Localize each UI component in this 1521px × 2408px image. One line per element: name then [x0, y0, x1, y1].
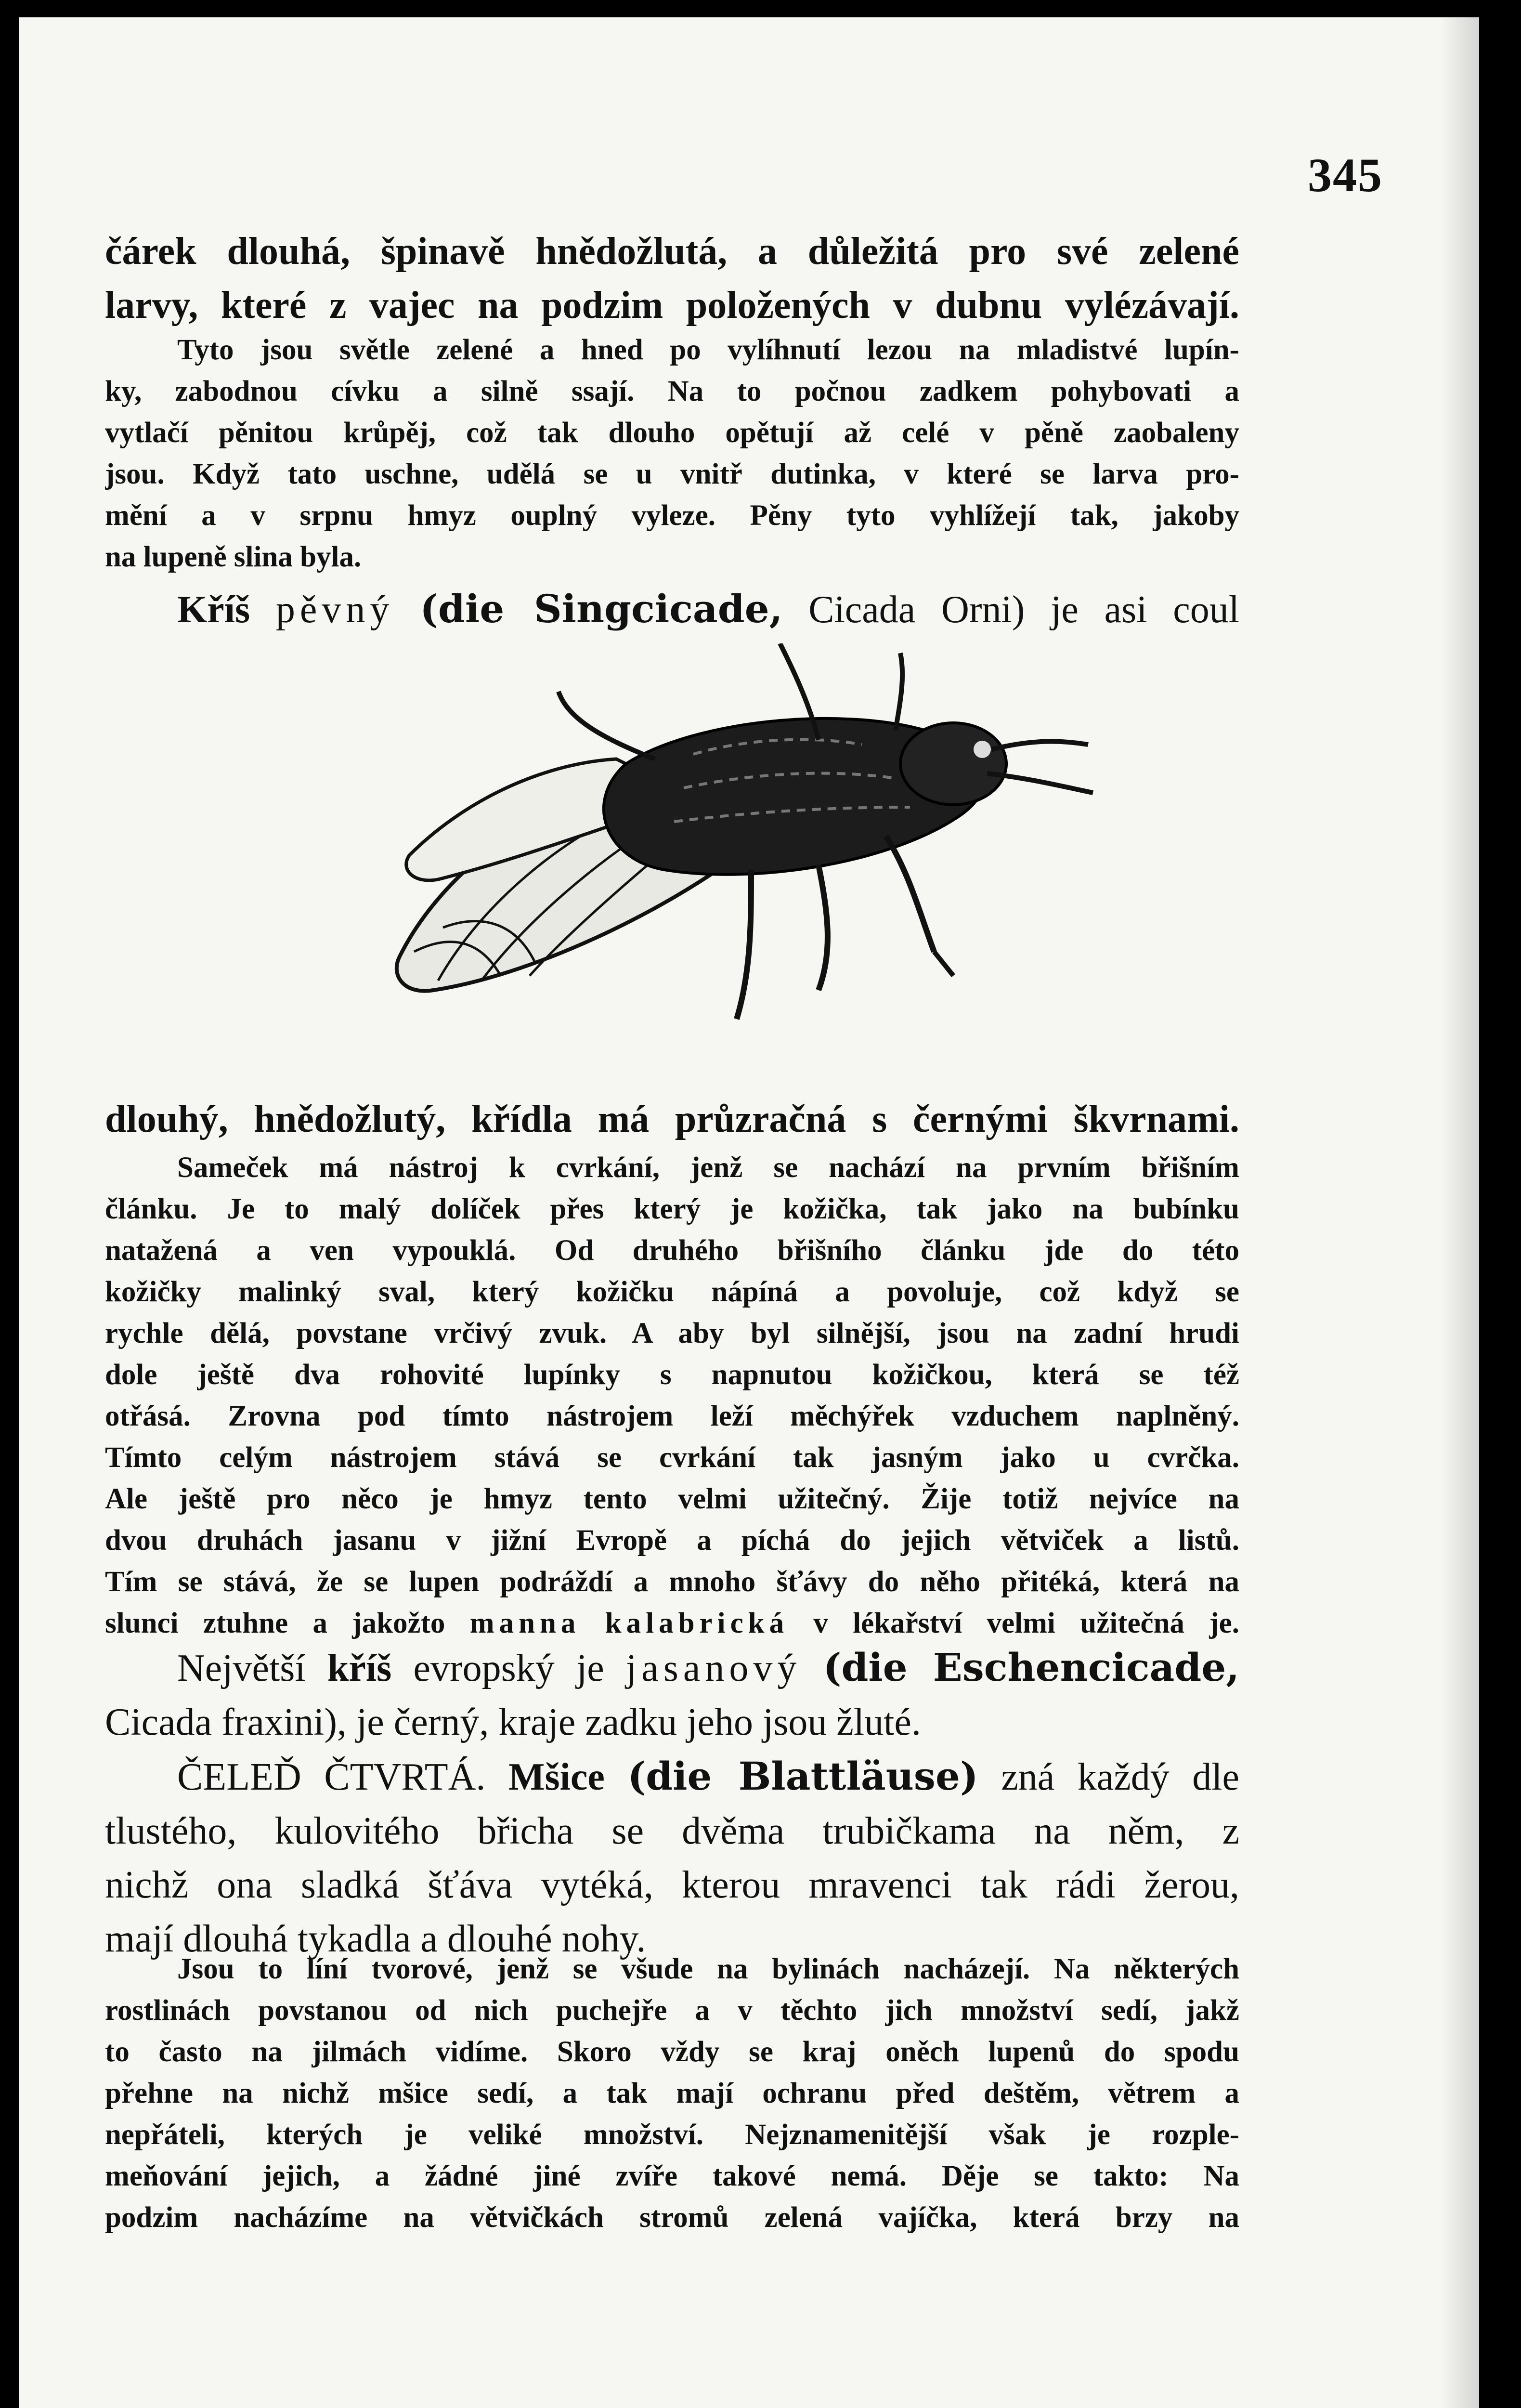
text-line: Ale ještě pro něco je hmyz tento velmi užitečný. Žije totiž nejvíce na [105, 1483, 1239, 1515]
text-line [105, 1640, 1239, 1695]
kalabricka-term: kalabrická [605, 1607, 789, 1639]
species-name-spaced: pěvný [275, 589, 394, 631]
text-segment: v lékařství velmi užitečná je. [813, 1607, 1239, 1639]
text-line: otřásá. Zrovna pod tímto nástrojem leží měchýřek vzduchem naplněný. [105, 1400, 1239, 1432]
text-line: Jsou to líní tvorové, jenž se všude na bylinách nacházejí. Na některých [177, 1953, 1239, 1985]
text-line [105, 1603, 1239, 1644]
paragraph-largest-cicada [105, 1640, 1239, 1749]
species-term: Kříš [177, 589, 250, 631]
heading-line [105, 582, 1239, 637]
section-heading: ČELEĎ ČTVRTÁ. [177, 1756, 486, 1798]
species-name-spaced: jasanový [625, 1647, 802, 1689]
text-line: nepřáteli, kterých je veliké množství. Nejznamenitější však je rozple- [105, 2119, 1239, 2151]
german-name: (die Blattläuse) [627, 1754, 978, 1799]
manna-term: manna [469, 1607, 581, 1639]
paragraph-description [105, 1092, 1239, 1146]
text-line: mění a v srpnu hmyz ouplný vyleze. Pěny tyto vyhlížejí tak, jakoby [105, 499, 1239, 532]
text-line: jsou. Když tato uschne, udělá se u vnitř dutinka, v které se larva pro- [105, 458, 1239, 490]
text-segment: Největší [177, 1647, 306, 1689]
page-gutter-shadow [1441, 17, 1479, 2408]
text-line: mají dlouhá tykadla a dlouhé nohy. [105, 1918, 646, 1960]
paragraph-aphid-habits [105, 1949, 1239, 2238]
text-line: Tímto celým nástrojem stává se cvrkání tak jasným jako u cvrčka. [105, 1441, 1239, 1474]
family-term: Mšice [508, 1756, 605, 1798]
text-line: přehne na nichž mšice sedí, a tak mají ochranu před deštěm, větrem a [105, 2077, 1239, 2109]
text-line: kožičky malinký sval, který kožičku nápíná a povoluje, což když se [105, 1276, 1239, 1308]
text-line: dlouhý, hnědožlutý, křídla má průzračná s černými škvrnami. [105, 1098, 1239, 1140]
text-segment: slunci ztuhne a jakožto [105, 1607, 445, 1639]
text-line: čárek dlouhá, špinavě hnědožlutá, a důležitá pro své zelené [105, 230, 1239, 273]
text-line: larvy, které z vajec na podzim položených v dubnu vylézávají. [105, 284, 1239, 327]
paragraph-singcicade [105, 582, 1239, 637]
text-line: vytlačí pěnitou krůpěj, což tak dlouho opětují až celé v pěně zaobaleny [105, 417, 1239, 449]
text-line: rychle dělá, povstane vrčivý zvuk. A aby byl silnější, jsou na zadní hrudi [105, 1317, 1239, 1349]
german-name: (die Singcicade, [420, 586, 783, 631]
text-line: Tyto jsou světle zelené a hned po vylíhnutí lezou na mladistvé lupín- [177, 334, 1239, 366]
text-segment: zná každý dle [1001, 1756, 1239, 1798]
text-segment: evropský je [413, 1647, 604, 1689]
text-line: Tím se stává, že se lupen podráždí a mnoho šťávy do něho přitéká, která na [105, 1566, 1239, 1598]
text-line: nichž ona sladká šťáva vytéká, kterou mravenci tak rádi žerou, [105, 1864, 1239, 1906]
cicada-illustration [356, 643, 1271, 1086]
text-line: podzim nacházíme na větvičkách stromů zelená vajíčka, která brzy na [105, 2201, 1239, 2234]
paragraph-intro [105, 224, 1239, 332]
paragraph-larvae [105, 329, 1239, 578]
text-line: meňování jejich, a žádné jiné zvíře takové nemá. Děje se takto: Na [105, 2160, 1239, 2192]
paragraph-aphids [105, 1749, 1239, 1966]
book-page [19, 17, 1479, 2408]
species-term: kříš [327, 1647, 392, 1689]
paragraph-sound-organ [105, 1147, 1239, 1644]
text-line [105, 1749, 1239, 1804]
text-line: ky, zabodnou cívku a silně ssají. Na to počnou zadkem pohybovati a [105, 375, 1239, 407]
heading-rest: Cicada Orni) je asi coul [808, 589, 1239, 631]
text-line: rostlinách povstanou od nich puchejře a v těchto jich množství sedí, jakž [105, 1994, 1239, 2027]
text-line: dvou druhách jasanu v jižní Evropě a píchá do jejich větviček a listů. [105, 1524, 1239, 1557]
text-line: na lupeně slina byla. [105, 541, 362, 573]
text-line: natažená a ven vypouklá. Od druhého břišního článku jde do této [105, 1234, 1239, 1267]
cicada-icon [356, 643, 1271, 1086]
page-number: 345 [1308, 148, 1383, 202]
text-line: Cicada fraxini), je černý, kraje zadku jeho jsou žluté. [105, 1701, 921, 1743]
text-line: Sameček má nástroj k cvrkání, jenž se nachází na prvním břišním [177, 1152, 1239, 1184]
text-line: to často na jilmách vidíme. Skoro vždy se kraj oněch lupenů do spodu [105, 2036, 1239, 2068]
text-line: tlustého, kulovitého břicha se dvěma trubičkama na něm, z [105, 1810, 1239, 1852]
text-line: článku. Je to malý dolíček přes který je kožička, tak jako na bubínku [105, 1193, 1239, 1225]
text-line: dole ještě dva rohovité lupínky s napnutou kožičkou, která se též [105, 1359, 1239, 1391]
german-name: (die Eschencicade, [823, 1645, 1239, 1690]
